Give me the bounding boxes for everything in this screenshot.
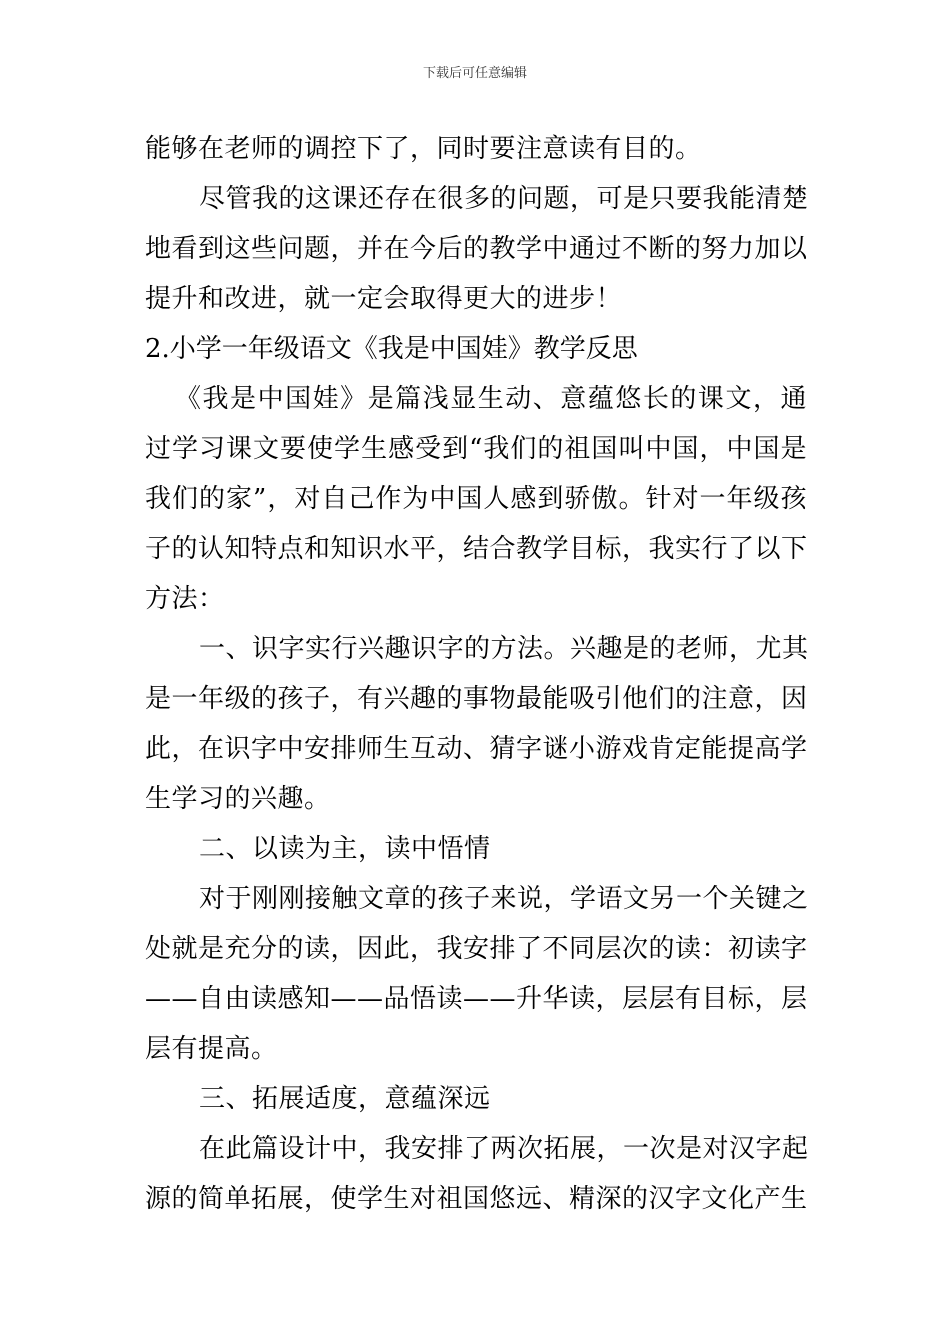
text-line: 我们的家”，对自己作为中国人感到骄傲。针对一年级孩 <box>145 484 807 514</box>
text-line: 在此篇设计中，我安排了两次拓展，一次是对汉字起 <box>199 1134 809 1164</box>
text-line: 一、识字实行兴趣识字的方法。兴趣是的老师，尤其 <box>199 634 809 664</box>
document-body <box>145 124 807 1224</box>
text-line: 提升和改进，就一定会取得更大的进步！ <box>145 284 623 314</box>
text-line: 对于刚刚接触文章的孩子来说，学语文另一个关键之 <box>199 884 809 914</box>
text-line: 此，在识字中安排师生互动、猜字谜小游戏肯定能提高学 <box>145 734 808 764</box>
subheading-line: 三、拓展适度，意蕴深远 <box>199 1084 491 1114</box>
section-heading: 2.小学一年级语文《我是中国娃》教学反思 <box>145 334 638 364</box>
text-line: 子的认知特点和知识水平，结合教学目标，我实行了以下 <box>145 534 808 564</box>
text-line: 处就是充分的读，因此，我安排了不同层次的读：初读字 <box>145 934 808 964</box>
text-line: 层有提高。 <box>145 1034 278 1064</box>
text-line: 是一年级的孩子，有兴趣的事物最能吸引他们的注意，因 <box>145 684 808 714</box>
text-line: 方法： <box>145 584 225 614</box>
text-line: 地看到这些问题，并在今后的教学中通过不断的努力加以 <box>145 234 808 264</box>
text-line: 尽管我的这课还存在很多的问题，可是只要我能清楚 <box>199 184 809 214</box>
text-line: 过学习课文要使学生感受到“我们的祖国叫中国，中国是 <box>145 434 807 464</box>
text-line: 生学习的兴趣。 <box>145 784 331 814</box>
text-line: 《我是中国娃》是篇浅显生动、意蕴悠长的课文，通 <box>175 384 807 414</box>
page-header: 下载后可任意编辑 <box>422 66 527 81</box>
text-line: 源的简单拓展，使学生对祖国悠远、精深的汉字文化产生 <box>145 1184 808 1214</box>
subheading-line: 二、以读为主，读中悟情 <box>199 834 491 864</box>
text-line: 能够在老师的调控下了，同时要注意读有目的。 <box>145 134 702 164</box>
text-line: ——自由读感知——品悟读——升华读，层层有目标，层 <box>145 984 808 1014</box>
